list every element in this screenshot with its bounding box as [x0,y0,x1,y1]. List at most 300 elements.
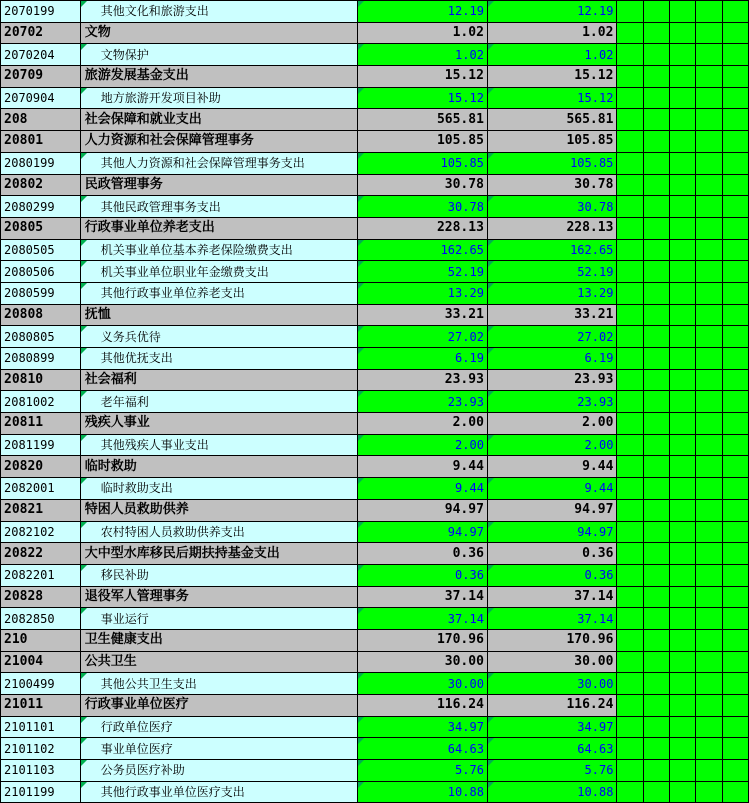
row-value-1-cell[interactable]: 30.00 [358,651,488,673]
row-name-cell[interactable] [80,456,358,478]
empty-cell[interactable] [696,521,722,543]
row-value-1-cell[interactable]: 13.29 [358,282,488,304]
empty-cell[interactable] [696,716,722,738]
row-value-2-cell[interactable]: 170.96 [487,629,617,651]
row-code-cell[interactable]: 21011 [1,695,81,717]
empty-cell[interactable] [643,673,669,695]
row-code-cell[interactable]: 2100499 [1,673,81,695]
empty-cell[interactable] [670,413,696,435]
empty-cell[interactable] [696,174,722,196]
empty-cell[interactable] [670,478,696,500]
row-name-cell[interactable] [80,564,358,586]
row-name-cell[interactable] [80,543,358,565]
empty-cell[interactable] [643,304,669,326]
empty-cell[interactable] [643,152,669,174]
row-code-cell[interactable]: 20808 [1,304,81,326]
row-value-1-cell[interactable]: 0.36 [358,543,488,565]
empty-cell[interactable] [670,781,696,803]
empty-cell[interactable] [643,651,669,673]
empty-cell[interactable] [696,1,722,23]
empty-cell[interactable] [643,87,669,109]
empty-cell[interactable] [696,499,722,521]
row-value-2-cell[interactable]: 565.81 [487,109,617,131]
row-value-1-cell[interactable]: 27.02 [358,326,488,348]
row-name-cell[interactable] [80,1,358,23]
empty-cell[interactable] [617,413,643,435]
empty-cell[interactable] [722,369,748,391]
row-code-cell[interactable]: 20828 [1,586,81,608]
row-name-cell[interactable] [80,304,358,326]
empty-cell[interactable] [722,499,748,521]
empty-cell[interactable] [643,716,669,738]
empty-cell[interactable] [722,413,748,435]
empty-cell[interactable] [643,44,669,66]
empty-cell[interactable] [722,781,748,803]
empty-cell[interactable] [643,586,669,608]
empty-cell[interactable] [617,87,643,109]
empty-cell[interactable] [696,586,722,608]
empty-cell[interactable] [670,716,696,738]
row-name-cell[interactable] [80,131,358,153]
empty-cell[interactable] [617,760,643,782]
empty-cell[interactable] [617,1,643,23]
empty-cell[interactable] [643,608,669,630]
empty-cell[interactable] [617,673,643,695]
row-value-2-cell[interactable]: 105.85 [487,131,617,153]
empty-cell[interactable] [722,196,748,218]
empty-cell[interactable] [643,109,669,131]
empty-cell[interactable] [722,695,748,717]
empty-cell[interactable] [722,760,748,782]
row-code-cell[interactable]: 2101103 [1,760,81,782]
empty-cell[interactable] [617,261,643,283]
row-name-cell[interactable] [80,217,358,239]
empty-cell[interactable] [722,543,748,565]
empty-cell[interactable] [643,326,669,348]
empty-cell[interactable] [643,478,669,500]
empty-cell[interactable] [722,673,748,695]
empty-cell[interactable] [670,586,696,608]
row-value-2-cell[interactable]: 0.36 [487,564,617,586]
row-value-1-cell[interactable]: 33.21 [358,304,488,326]
row-value-2-cell[interactable]: 52.19 [487,261,617,283]
row-name-cell[interactable] [80,673,358,695]
row-value-1-cell[interactable]: 30.78 [358,196,488,218]
empty-cell[interactable] [696,543,722,565]
row-code-cell[interactable]: 20822 [1,543,81,565]
row-value-2-cell[interactable]: 1.02 [487,22,617,44]
empty-cell[interactable] [617,651,643,673]
row-value-2-cell[interactable]: 2.00 [487,413,617,435]
row-value-1-cell[interactable]: 23.93 [358,369,488,391]
row-code-cell[interactable]: 2082001 [1,478,81,500]
row-name-cell[interactable] [80,239,358,261]
row-value-2-cell[interactable]: 13.29 [487,282,617,304]
row-name-cell[interactable] [80,174,358,196]
row-name-cell[interactable] [80,66,358,88]
empty-cell[interactable] [617,304,643,326]
empty-cell[interactable] [617,608,643,630]
row-name-cell[interactable] [80,261,358,283]
row-code-cell[interactable]: 20821 [1,499,81,521]
row-value-1-cell[interactable]: 1.02 [358,44,488,66]
empty-cell[interactable] [643,217,669,239]
row-code-cell[interactable]: 2080299 [1,196,81,218]
row-value-1-cell[interactable]: 10.88 [358,781,488,803]
empty-cell[interactable] [643,348,669,370]
empty-cell[interactable] [696,109,722,131]
empty-cell[interactable] [696,478,722,500]
row-value-2-cell[interactable]: 30.00 [487,673,617,695]
empty-cell[interactable] [643,174,669,196]
empty-cell[interactable] [643,282,669,304]
empty-cell[interactable] [696,44,722,66]
empty-cell[interactable] [722,456,748,478]
row-value-1-cell[interactable]: 37.14 [358,586,488,608]
empty-cell[interactable] [696,369,722,391]
row-value-2-cell[interactable]: 23.93 [487,391,617,413]
empty-cell[interactable] [722,131,748,153]
row-name-cell[interactable] [80,434,358,456]
empty-cell[interactable] [670,174,696,196]
empty-cell[interactable] [617,521,643,543]
row-code-cell[interactable]: 2082102 [1,521,81,543]
row-name-cell[interactable] [80,760,358,782]
row-code-cell[interactable]: 20810 [1,369,81,391]
row-value-2-cell[interactable]: 228.13 [487,217,617,239]
row-name-cell[interactable] [80,629,358,651]
empty-cell[interactable] [722,174,748,196]
row-name-cell[interactable] [80,478,358,500]
empty-cell[interactable] [670,695,696,717]
row-value-2-cell[interactable]: 5.76 [487,760,617,782]
empty-cell[interactable] [617,716,643,738]
empty-cell[interactable] [696,391,722,413]
empty-cell[interactable] [722,348,748,370]
row-code-cell[interactable]: 2080805 [1,326,81,348]
row-value-1-cell[interactable]: 105.85 [358,131,488,153]
row-value-1-cell[interactable]: 12.19 [358,1,488,23]
empty-cell[interactable] [696,217,722,239]
empty-cell[interactable] [696,738,722,760]
empty-cell[interactable] [643,543,669,565]
row-value-1-cell[interactable]: 2.00 [358,434,488,456]
empty-cell[interactable] [617,695,643,717]
row-value-1-cell[interactable]: 162.65 [358,239,488,261]
empty-cell[interactable] [617,434,643,456]
empty-cell[interactable] [617,239,643,261]
empty-cell[interactable] [696,629,722,651]
empty-cell[interactable] [670,543,696,565]
row-code-cell[interactable]: 20802 [1,174,81,196]
empty-cell[interactable] [670,760,696,782]
empty-cell[interactable] [696,261,722,283]
row-value-1-cell[interactable]: 30.78 [358,174,488,196]
empty-cell[interactable] [617,174,643,196]
empty-cell[interactable] [696,87,722,109]
row-code-cell[interactable]: 2080506 [1,261,81,283]
empty-cell[interactable] [617,44,643,66]
row-code-cell[interactable]: 20801 [1,131,81,153]
empty-cell[interactable] [643,695,669,717]
empty-cell[interactable] [670,521,696,543]
row-value-1-cell[interactable]: 170.96 [358,629,488,651]
empty-cell[interactable] [670,196,696,218]
row-code-cell[interactable]: 2080505 [1,239,81,261]
row-value-2-cell[interactable]: 33.21 [487,304,617,326]
empty-cell[interactable] [643,196,669,218]
empty-cell[interactable] [617,217,643,239]
row-value-2-cell[interactable]: 12.19 [487,1,617,23]
row-value-1-cell[interactable]: 30.00 [358,673,488,695]
row-value-1-cell[interactable]: 116.24 [358,695,488,717]
empty-cell[interactable] [722,629,748,651]
empty-cell[interactable] [670,239,696,261]
empty-cell[interactable] [670,738,696,760]
row-value-2-cell[interactable]: 15.12 [487,66,617,88]
empty-cell[interactable] [670,22,696,44]
empty-cell[interactable] [617,66,643,88]
row-value-1-cell[interactable]: 0.36 [358,564,488,586]
row-value-1-cell[interactable]: 228.13 [358,217,488,239]
empty-cell[interactable] [643,66,669,88]
empty-cell[interactable] [617,22,643,44]
empty-cell[interactable] [643,499,669,521]
row-name-cell[interactable] [80,391,358,413]
row-value-1-cell[interactable]: 94.97 [358,521,488,543]
empty-cell[interactable] [643,760,669,782]
row-name-cell[interactable] [80,651,358,673]
empty-cell[interactable] [722,586,748,608]
row-code-cell[interactable]: 20702 [1,22,81,44]
empty-cell[interactable] [670,434,696,456]
empty-cell[interactable] [722,478,748,500]
empty-cell[interactable] [696,131,722,153]
empty-cell[interactable] [722,109,748,131]
empty-cell[interactable] [696,781,722,803]
empty-cell[interactable] [670,282,696,304]
empty-cell[interactable] [722,521,748,543]
empty-cell[interactable] [643,131,669,153]
row-value-1-cell[interactable]: 1.02 [358,22,488,44]
row-value-1-cell[interactable]: 94.97 [358,499,488,521]
empty-cell[interactable] [643,434,669,456]
row-name-cell[interactable] [80,109,358,131]
row-code-cell[interactable]: 20811 [1,413,81,435]
empty-cell[interactable] [696,66,722,88]
row-name-cell[interactable] [80,22,358,44]
row-value-1-cell[interactable]: 105.85 [358,152,488,174]
row-code-cell[interactable]: 21004 [1,651,81,673]
empty-cell[interactable] [617,781,643,803]
empty-cell[interactable] [670,326,696,348]
empty-cell[interactable] [643,738,669,760]
empty-cell[interactable] [696,651,722,673]
row-name-cell[interactable] [80,738,358,760]
empty-cell[interactable] [617,738,643,760]
row-name-cell[interactable] [80,44,358,66]
row-code-cell[interactable]: 20805 [1,217,81,239]
empty-cell[interactable] [722,152,748,174]
row-value-2-cell[interactable]: 23.93 [487,369,617,391]
empty-cell[interactable] [696,760,722,782]
empty-cell[interactable] [722,651,748,673]
empty-cell[interactable] [670,152,696,174]
empty-cell[interactable] [722,738,748,760]
row-code-cell[interactable]: 210 [1,629,81,651]
row-value-1-cell[interactable]: 52.19 [358,261,488,283]
empty-cell[interactable] [670,651,696,673]
row-name-cell[interactable] [80,196,358,218]
empty-cell[interactable] [617,499,643,521]
empty-cell[interactable] [696,413,722,435]
row-name-cell[interactable] [80,499,358,521]
row-value-1-cell[interactable]: 2.00 [358,413,488,435]
empty-cell[interactable] [670,304,696,326]
empty-cell[interactable] [670,109,696,131]
row-value-1-cell[interactable]: 9.44 [358,456,488,478]
empty-cell[interactable] [722,282,748,304]
row-value-2-cell[interactable]: 64.63 [487,738,617,760]
empty-cell[interactable] [696,456,722,478]
empty-cell[interactable] [670,673,696,695]
row-name-cell[interactable] [80,586,358,608]
row-value-2-cell[interactable]: 94.97 [487,499,617,521]
empty-cell[interactable] [696,348,722,370]
row-value-2-cell[interactable]: 162.65 [487,239,617,261]
empty-cell[interactable] [696,196,722,218]
empty-cell[interactable] [617,629,643,651]
empty-cell[interactable] [696,152,722,174]
empty-cell[interactable] [670,456,696,478]
empty-cell[interactable] [722,217,748,239]
row-value-1-cell[interactable]: 5.76 [358,760,488,782]
row-name-cell[interactable] [80,87,358,109]
empty-cell[interactable] [670,564,696,586]
empty-cell[interactable] [617,326,643,348]
row-value-2-cell[interactable]: 116.24 [487,695,617,717]
row-value-2-cell[interactable]: 30.00 [487,651,617,673]
row-code-cell[interactable]: 2080599 [1,282,81,304]
empty-cell[interactable] [696,434,722,456]
row-code-cell[interactable]: 2070904 [1,87,81,109]
row-name-cell[interactable] [80,282,358,304]
empty-cell[interactable] [643,391,669,413]
empty-cell[interactable] [617,564,643,586]
empty-cell[interactable] [696,239,722,261]
row-name-cell[interactable] [80,608,358,630]
row-code-cell[interactable]: 2101102 [1,738,81,760]
empty-cell[interactable] [643,413,669,435]
empty-cell[interactable] [722,564,748,586]
empty-cell[interactable] [722,44,748,66]
row-value-1-cell[interactable]: 15.12 [358,87,488,109]
row-name-cell[interactable] [80,521,358,543]
empty-cell[interactable] [722,22,748,44]
empty-cell[interactable] [670,261,696,283]
empty-cell[interactable] [670,66,696,88]
empty-cell[interactable] [643,1,669,23]
empty-cell[interactable] [722,608,748,630]
empty-cell[interactable] [617,369,643,391]
row-value-2-cell[interactable]: 2.00 [487,434,617,456]
row-value-2-cell[interactable]: 37.14 [487,586,617,608]
row-value-2-cell[interactable]: 9.44 [487,456,617,478]
empty-cell[interactable] [617,543,643,565]
empty-cell[interactable] [670,629,696,651]
empty-cell[interactable] [617,109,643,131]
empty-cell[interactable] [617,456,643,478]
empty-cell[interactable] [617,348,643,370]
empty-cell[interactable] [643,521,669,543]
row-name-cell[interactable] [80,369,358,391]
empty-cell[interactable] [696,22,722,44]
row-name-cell[interactable] [80,348,358,370]
row-code-cell[interactable]: 208 [1,109,81,131]
empty-cell[interactable] [722,1,748,23]
row-value-2-cell[interactable]: 94.97 [487,521,617,543]
empty-cell[interactable] [722,261,748,283]
row-code-cell[interactable]: 2081002 [1,391,81,413]
empty-cell[interactable] [696,673,722,695]
row-value-2-cell[interactable]: 1.02 [487,44,617,66]
row-value-2-cell[interactable]: 27.02 [487,326,617,348]
row-code-cell[interactable]: 2082850 [1,608,81,630]
empty-cell[interactable] [696,608,722,630]
row-code-cell[interactable]: 2070204 [1,44,81,66]
empty-cell[interactable] [617,196,643,218]
empty-cell[interactable] [617,282,643,304]
row-code-cell[interactable]: 2081199 [1,434,81,456]
empty-cell[interactable] [617,391,643,413]
empty-cell[interactable] [722,716,748,738]
row-value-2-cell[interactable]: 30.78 [487,196,617,218]
empty-cell[interactable] [643,781,669,803]
row-name-cell[interactable] [80,716,358,738]
row-value-2-cell[interactable]: 37.14 [487,608,617,630]
row-value-2-cell[interactable]: 10.88 [487,781,617,803]
row-name-cell[interactable] [80,695,358,717]
empty-cell[interactable] [696,695,722,717]
empty-cell[interactable] [670,369,696,391]
empty-cell[interactable] [617,478,643,500]
row-code-cell[interactable]: 2080199 [1,152,81,174]
row-code-cell[interactable]: 2101101 [1,716,81,738]
empty-cell[interactable] [670,608,696,630]
empty-cell[interactable] [722,434,748,456]
empty-cell[interactable] [670,131,696,153]
empty-cell[interactable] [643,261,669,283]
row-value-2-cell[interactable]: 105.85 [487,152,617,174]
row-name-cell[interactable] [80,781,358,803]
row-value-2-cell[interactable]: 30.78 [487,174,617,196]
row-name-cell[interactable] [80,326,358,348]
empty-cell[interactable] [670,391,696,413]
row-value-1-cell[interactable]: 9.44 [358,478,488,500]
empty-cell[interactable] [696,564,722,586]
row-value-1-cell[interactable]: 34.97 [358,716,488,738]
empty-cell[interactable] [617,152,643,174]
empty-cell[interactable] [696,282,722,304]
empty-cell[interactable] [643,369,669,391]
empty-cell[interactable] [670,44,696,66]
empty-cell[interactable] [643,456,669,478]
empty-cell[interactable] [643,22,669,44]
row-value-1-cell[interactable]: 23.93 [358,391,488,413]
row-value-1-cell[interactable]: 6.19 [358,348,488,370]
row-value-2-cell[interactable]: 34.97 [487,716,617,738]
empty-cell[interactable] [722,391,748,413]
